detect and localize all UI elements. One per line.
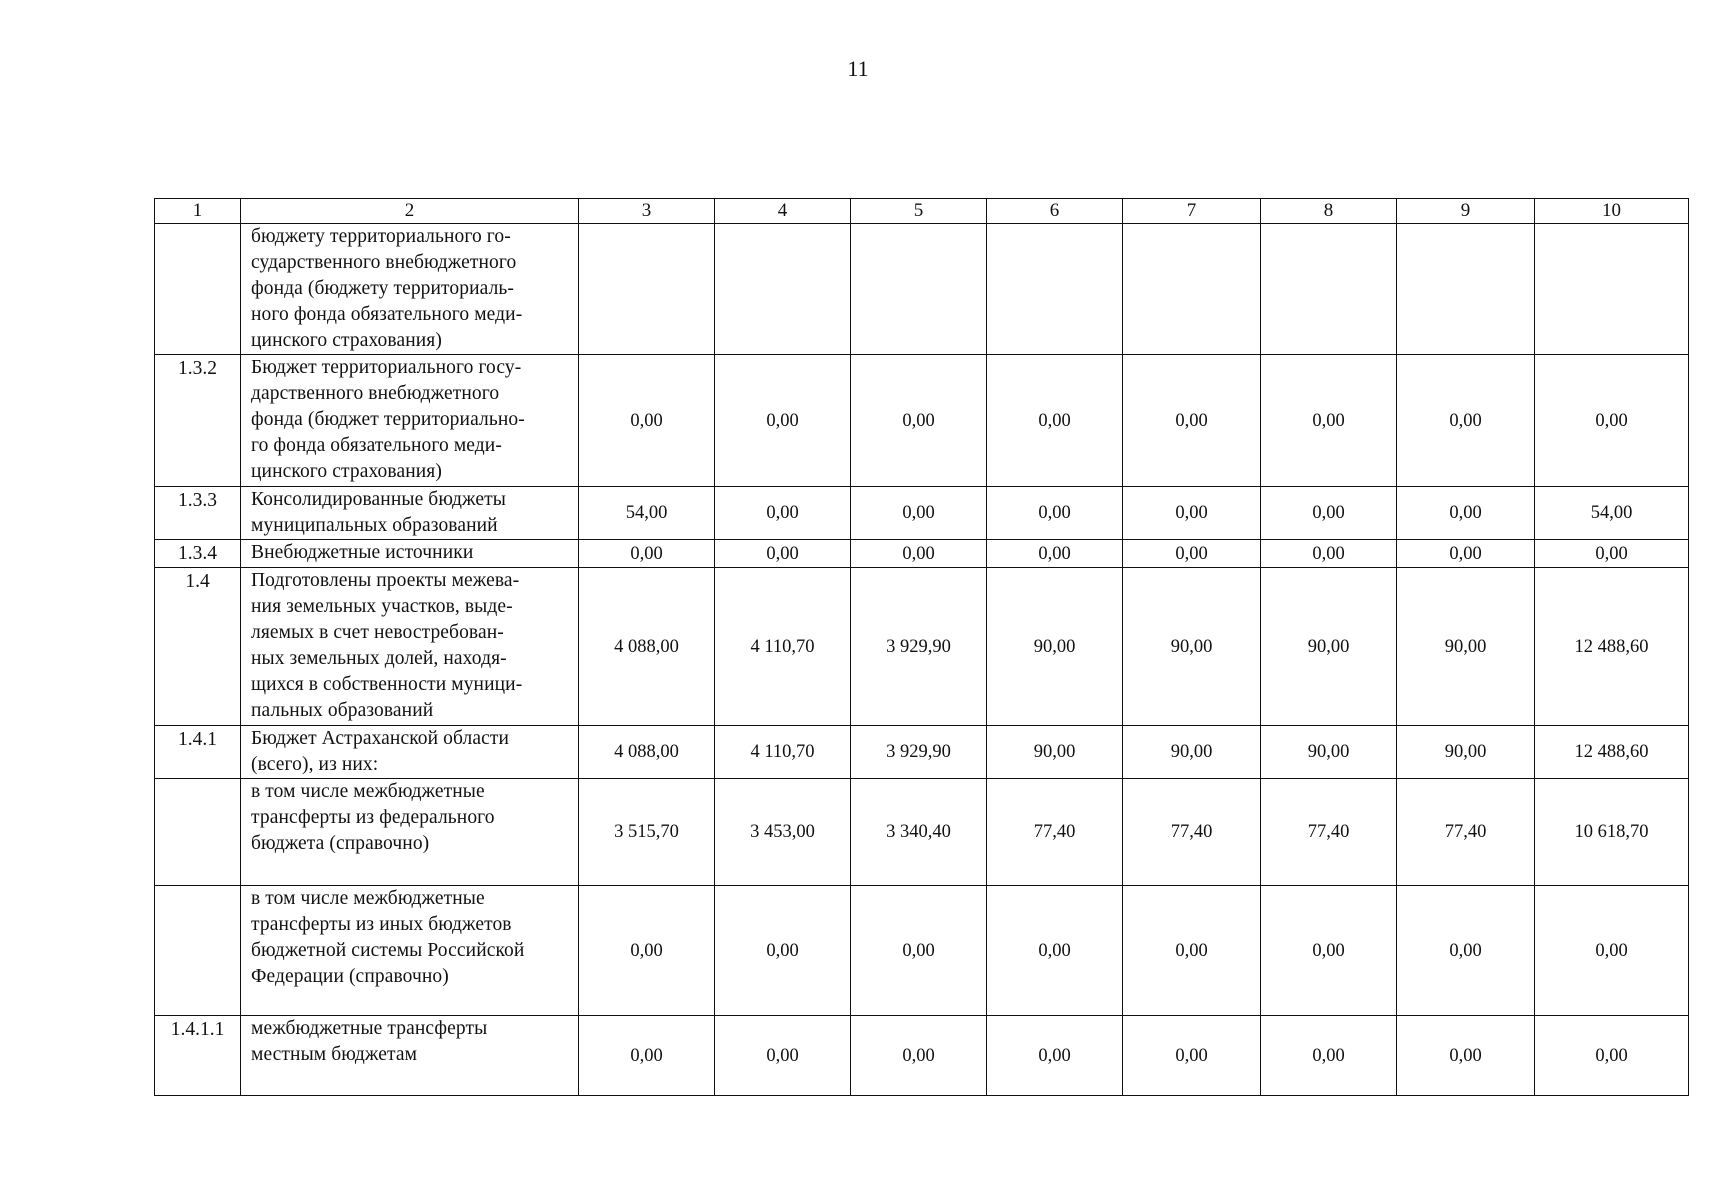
value-cell xyxy=(851,224,987,355)
value-cell: 0,00 xyxy=(715,1016,851,1096)
value-cell: 0,00 xyxy=(987,886,1123,1016)
row-number: 1.3.2 xyxy=(155,355,241,487)
row-number xyxy=(155,886,241,1016)
value-cell: 0,00 xyxy=(1397,355,1535,487)
description-line: (всего), из них: xyxy=(251,754,379,775)
description-line: Бюджет Астраханской области xyxy=(251,728,510,749)
value-cell: 77,40 xyxy=(1123,779,1261,886)
description-line: Федерации (справочно) xyxy=(251,966,449,987)
column-header: 1 xyxy=(155,199,241,224)
value-cell: 0,00 xyxy=(579,355,715,487)
row-description xyxy=(241,487,579,540)
value-cell: 0,00 xyxy=(1123,487,1261,540)
value-cell: 0,00 xyxy=(1261,355,1397,487)
value-cell: 0,00 xyxy=(715,540,851,568)
value-cell: 0,00 xyxy=(1123,540,1261,568)
table-row xyxy=(155,568,1689,726)
value-cell: 77,40 xyxy=(1397,779,1535,886)
description-line: в том числе межбюджетные xyxy=(251,888,485,909)
budget-table xyxy=(154,198,1689,1096)
column-header: 10 xyxy=(1535,199,1689,224)
description-line: ния земельных участков, выде- xyxy=(251,596,513,617)
description-line: ных земельных долей, находя- xyxy=(251,648,507,669)
column-header: 3 xyxy=(579,199,715,224)
row-description xyxy=(241,726,579,779)
value-cell: 4 088,00 xyxy=(579,568,715,726)
description-line: пальных образований xyxy=(251,700,434,721)
value-cell: 0,00 xyxy=(1535,540,1689,568)
value-cell: 3 453,00 xyxy=(715,779,851,886)
value-cell xyxy=(715,224,851,355)
row-number: 1.4.1.1 xyxy=(155,1016,241,1096)
value-cell: 0,00 xyxy=(851,886,987,1016)
table-row xyxy=(155,779,1689,886)
value-cell: 0,00 xyxy=(579,540,715,568)
row-number xyxy=(155,779,241,886)
value-cell: 0,00 xyxy=(1535,886,1689,1016)
value-cell: 4 088,00 xyxy=(579,726,715,779)
description-line: трансферты из иных бюджетов xyxy=(251,914,512,935)
row-number xyxy=(155,224,241,355)
value-cell: 90,00 xyxy=(1123,568,1261,726)
value-cell: 90,00 xyxy=(987,568,1123,726)
value-cell: 0,00 xyxy=(1261,487,1397,540)
value-cell: 0,00 xyxy=(851,355,987,487)
table-row xyxy=(155,886,1689,1016)
column-header: 4 xyxy=(715,199,851,224)
value-cell: 0,00 xyxy=(1123,355,1261,487)
description-line: ляемых в счет невостребован- xyxy=(251,622,504,643)
row-number: 1.4 xyxy=(155,568,241,726)
value-cell: 3 929,90 xyxy=(851,726,987,779)
column-header: 9 xyxy=(1397,199,1535,224)
value-cell: 0,00 xyxy=(987,540,1123,568)
row-description xyxy=(241,224,579,355)
table-row xyxy=(155,726,1689,779)
value-cell xyxy=(579,224,715,355)
value-cell: 4 110,70 xyxy=(715,726,851,779)
table-row xyxy=(155,224,1689,355)
value-cell: 0,00 xyxy=(851,487,987,540)
header-row xyxy=(155,199,1689,224)
value-cell xyxy=(1535,224,1689,355)
value-cell: 0,00 xyxy=(1397,487,1535,540)
value-cell xyxy=(1123,224,1261,355)
description-line: трансферты из федерального xyxy=(251,807,495,828)
page-number: 11 xyxy=(847,56,869,81)
description-line: фонда (бюджет территориально- xyxy=(251,409,525,430)
value-cell: 0,00 xyxy=(987,355,1123,487)
table-row xyxy=(155,487,1689,540)
description-line: в том числе межбюджетные xyxy=(251,781,485,802)
value-cell: 10 618,70 xyxy=(1535,779,1689,886)
value-cell: 0,00 xyxy=(715,355,851,487)
description-line: бюджетной системы Российской xyxy=(251,940,525,961)
value-cell: 54,00 xyxy=(579,487,715,540)
value-cell: 0,00 xyxy=(1261,886,1397,1016)
description-line: сударственного внебюджетного xyxy=(251,252,517,273)
value-cell: 90,00 xyxy=(1261,726,1397,779)
value-cell: 3 515,70 xyxy=(579,779,715,886)
description-line: бюджета (справочно) xyxy=(251,833,430,854)
row-description xyxy=(241,568,579,726)
value-cell: 12 488,60 xyxy=(1535,726,1689,779)
description-line: Консолидированные бюджеты xyxy=(251,489,506,510)
description-line: щихся в собственности муници- xyxy=(251,674,523,695)
value-cell: 0,00 xyxy=(579,1016,715,1096)
column-header: 8 xyxy=(1261,199,1397,224)
value-cell: 0,00 xyxy=(851,540,987,568)
value-cell: 0,00 xyxy=(715,886,851,1016)
value-cell: 0,00 xyxy=(851,1016,987,1096)
description-line: межбюджетные трансферты xyxy=(251,1018,488,1039)
value-cell: 0,00 xyxy=(1261,540,1397,568)
value-cell: 0,00 xyxy=(1397,1016,1535,1096)
value-cell xyxy=(1261,224,1397,355)
value-cell: 90,00 xyxy=(1397,726,1535,779)
value-cell: 0,00 xyxy=(1123,1016,1261,1096)
value-cell: 90,00 xyxy=(1397,568,1535,726)
value-cell: 90,00 xyxy=(987,726,1123,779)
column-header: 5 xyxy=(851,199,987,224)
row-description xyxy=(241,1016,579,1096)
value-cell: 0,00 xyxy=(579,886,715,1016)
value-cell: 0,00 xyxy=(1261,1016,1397,1096)
description-line: го фонда обязательного меди- xyxy=(251,435,502,456)
value-cell xyxy=(1397,224,1535,355)
description-line: дарственного внебюджетного xyxy=(251,383,500,404)
value-cell: 0,00 xyxy=(1535,1016,1689,1096)
value-cell: 4 110,70 xyxy=(715,568,851,726)
table-row xyxy=(155,540,1689,568)
table-body xyxy=(155,224,1689,1096)
description-line: фонда (бюджету территориаль- xyxy=(251,278,515,299)
description-line: цинского страхования) xyxy=(251,461,442,482)
row-description xyxy=(241,779,579,886)
description-line: цинского страхования) xyxy=(251,330,442,351)
row-number: 1.3.4 xyxy=(155,540,241,568)
value-cell: 90,00 xyxy=(1123,726,1261,779)
value-cell: 0,00 xyxy=(1397,886,1535,1016)
value-cell: 0,00 xyxy=(987,487,1123,540)
table-row xyxy=(155,355,1689,487)
value-cell: 0,00 xyxy=(1535,355,1689,487)
description-line: ного фонда обязательного меди- xyxy=(251,304,523,325)
row-description xyxy=(241,886,579,1016)
row-number: 1.3.3 xyxy=(155,487,241,540)
description-line: бюджету территориального го- xyxy=(251,226,511,247)
table-row xyxy=(155,1016,1689,1096)
value-cell: 77,40 xyxy=(1261,779,1397,886)
value-cell: 12 488,60 xyxy=(1535,568,1689,726)
row-number: 1.4.1 xyxy=(155,726,241,779)
column-header: 6 xyxy=(987,199,1123,224)
description-line: Подготовлены проекты межева- xyxy=(251,570,520,591)
description-line: муниципальных образований xyxy=(251,515,498,536)
value-cell: 54,00 xyxy=(1535,487,1689,540)
value-cell: 0,00 xyxy=(1123,886,1261,1016)
description-line: Бюджет территориального госу- xyxy=(251,357,522,378)
value-cell xyxy=(987,224,1123,355)
row-description xyxy=(241,355,579,487)
row-description xyxy=(241,540,579,568)
value-cell: 0,00 xyxy=(715,487,851,540)
column-header: 7 xyxy=(1123,199,1261,224)
value-cell: 0,00 xyxy=(1397,540,1535,568)
value-cell: 90,00 xyxy=(1261,568,1397,726)
column-header: 2 xyxy=(241,199,579,224)
value-cell: 0,00 xyxy=(987,1016,1123,1096)
value-cell: 3 929,90 xyxy=(851,568,987,726)
description-line: Внебюджетные источники xyxy=(251,542,474,563)
value-cell: 77,40 xyxy=(987,779,1123,886)
value-cell: 3 340,40 xyxy=(851,779,987,886)
description-line: местным бюджетам xyxy=(251,1044,418,1065)
